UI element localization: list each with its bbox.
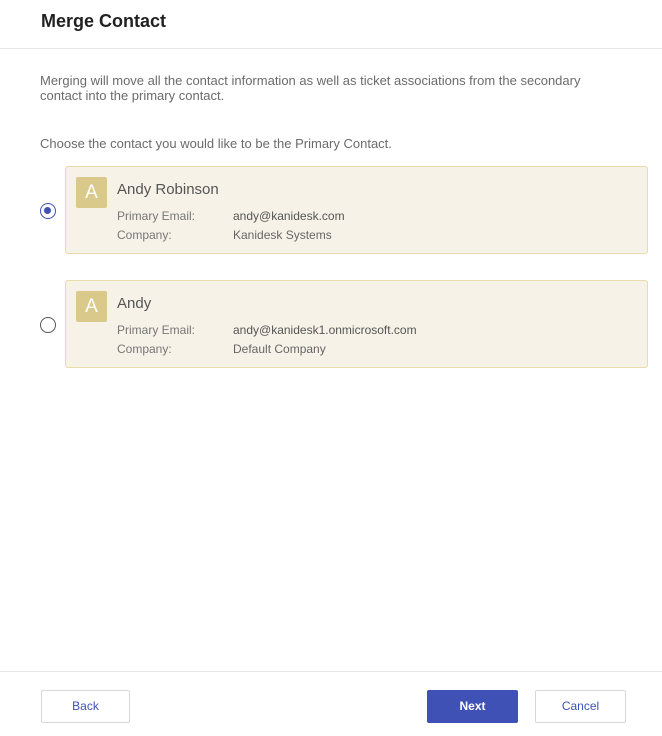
company-label: Company: <box>117 228 172 242</box>
contact-2-radio[interactable] <box>40 317 56 333</box>
contact-option-1 <box>0 166 662 254</box>
contact-name: Andy <box>117 295 152 312</box>
contact-option-2 <box>0 280 662 368</box>
cancel-button[interactable]: Cancel <box>535 690 626 723</box>
contact-name: Andy Robinson <box>117 181 219 198</box>
email-value: andy@kanidesk.com <box>233 209 345 223</box>
primary-contact-prompt: Choose the contact you would like to be the Primary Contact. <box>40 136 392 151</box>
dialog-footer <box>0 671 662 736</box>
contact-1-radio[interactable] <box>40 203 56 219</box>
company-value: Kanidesk Systems <box>233 228 332 242</box>
contact-card-1[interactable] <box>65 166 648 254</box>
company-label: Company: <box>117 342 172 356</box>
avatar: A <box>76 291 107 322</box>
email-value: andy@kanidesk1.onmicrosoft.com <box>233 323 417 337</box>
dialog-title: Merge Contact <box>41 11 167 31</box>
contact-card-2[interactable] <box>65 280 648 368</box>
avatar: A <box>76 177 107 208</box>
merge-description: Merging will move all the contact information as well as ticket associations from the secondary contact into the primary contact. <box>40 73 581 103</box>
dialog-header <box>0 0 662 49</box>
back-button[interactable]: Back <box>41 690 130 723</box>
email-label: Primary Email: <box>117 209 196 223</box>
email-label: Primary Email: <box>117 323 196 337</box>
company-value: Default Company <box>233 342 326 356</box>
next-button[interactable]: Next <box>427 690 518 723</box>
